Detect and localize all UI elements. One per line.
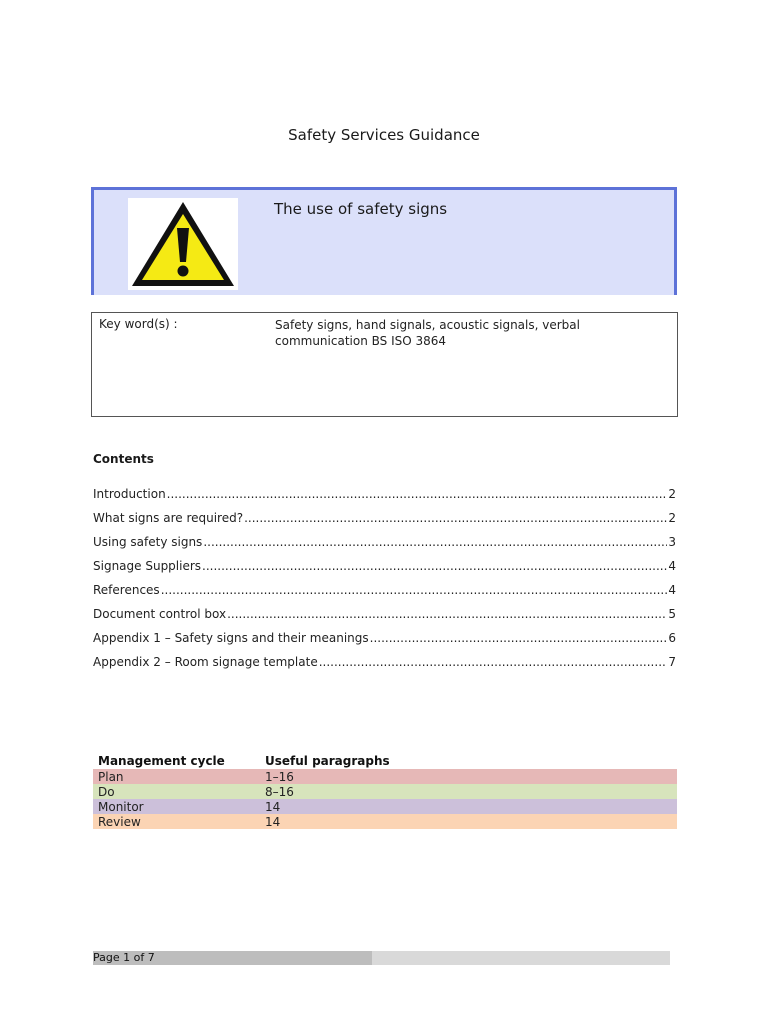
header-management-cycle: Management cycle [98,754,225,768]
useful-paragraphs: 8–16 [265,784,294,799]
toc-entry-title: Appendix 1 – Safety signs and their meanings [93,631,369,645]
page-number: Page 1 of 7 [93,951,155,964]
toc-leader-dots [202,559,667,573]
toc-entry-introduction[interactable] [93,487,676,511]
table-row-review [93,814,677,829]
keywords-value: Safety signs, hand signals, acoustic signals, verbal communication BS ISO 3864 [275,318,580,348]
toc-entry-using-safety-signs[interactable] [93,535,676,559]
cycle-stage: Review [98,814,141,829]
header-useful-paragraphs: Useful paragraphs [265,754,390,768]
banner-heading: The use of safety signs [274,200,448,218]
useful-paragraphs: 1–16 [265,769,294,784]
toc-leader-dots [370,631,668,645]
toc-entry-page: 6 [668,631,676,645]
toc-leader-dots [161,583,668,597]
toc-leader-dots [203,535,667,549]
page-footer [93,951,670,965]
useful-paragraphs: 14 [265,799,281,814]
keywords-box [91,312,678,417]
table-row-plan [93,769,677,784]
toc-entry-appendix-2[interactable] [93,655,676,679]
toc-entry-title: Document control box [93,607,227,621]
management-cycle-table [93,754,677,829]
toc-entry-title: Signage Suppliers [93,559,202,573]
toc-entry-page: 2 [668,511,676,525]
table-header-row [93,754,677,769]
document-title: Safety Services Guidance [288,126,480,144]
keywords-label: Key word(s) : [99,317,178,331]
table-row-monitor [93,799,677,814]
toc-entry-title: References [93,583,160,597]
table-of-contents [93,487,676,679]
toc-entry-document-control-box[interactable] [93,607,676,631]
toc-entry-page: 3 [668,535,676,549]
toc-entry-page: 7 [668,655,676,669]
table-row-do [93,784,677,799]
toc-entry-references[interactable] [93,583,676,607]
toc-leader-dots [167,487,668,501]
toc-entry-page: 2 [668,487,676,501]
toc-leader-dots [319,655,668,669]
contents-heading: Contents [93,452,154,466]
cycle-stage: Monitor [98,799,144,814]
toc-leader-dots [244,511,667,525]
toc-entry-title: Introduction [93,487,166,501]
title-banner [91,187,677,295]
toc-entry-appendix-1[interactable] [93,631,676,655]
toc-entry-title: Using safety signs [93,535,203,549]
toc-entry-title: Appendix 2 – Room signage template [93,655,318,669]
toc-entry-signage-suppliers[interactable] [93,559,676,583]
toc-entry-title: What signs are required? [93,511,244,525]
toc-entry-page: 4 [668,559,676,573]
warning-triangle-icon [128,198,238,290]
cycle-stage: Plan [98,769,124,784]
cycle-stage: Do [98,784,115,799]
toc-entry-page: 5 [668,607,676,621]
toc-entry-what-signs-required[interactable] [93,511,676,535]
toc-leader-dots [227,607,667,621]
toc-entry-page: 4 [668,583,676,597]
useful-paragraphs: 14 [265,814,281,829]
